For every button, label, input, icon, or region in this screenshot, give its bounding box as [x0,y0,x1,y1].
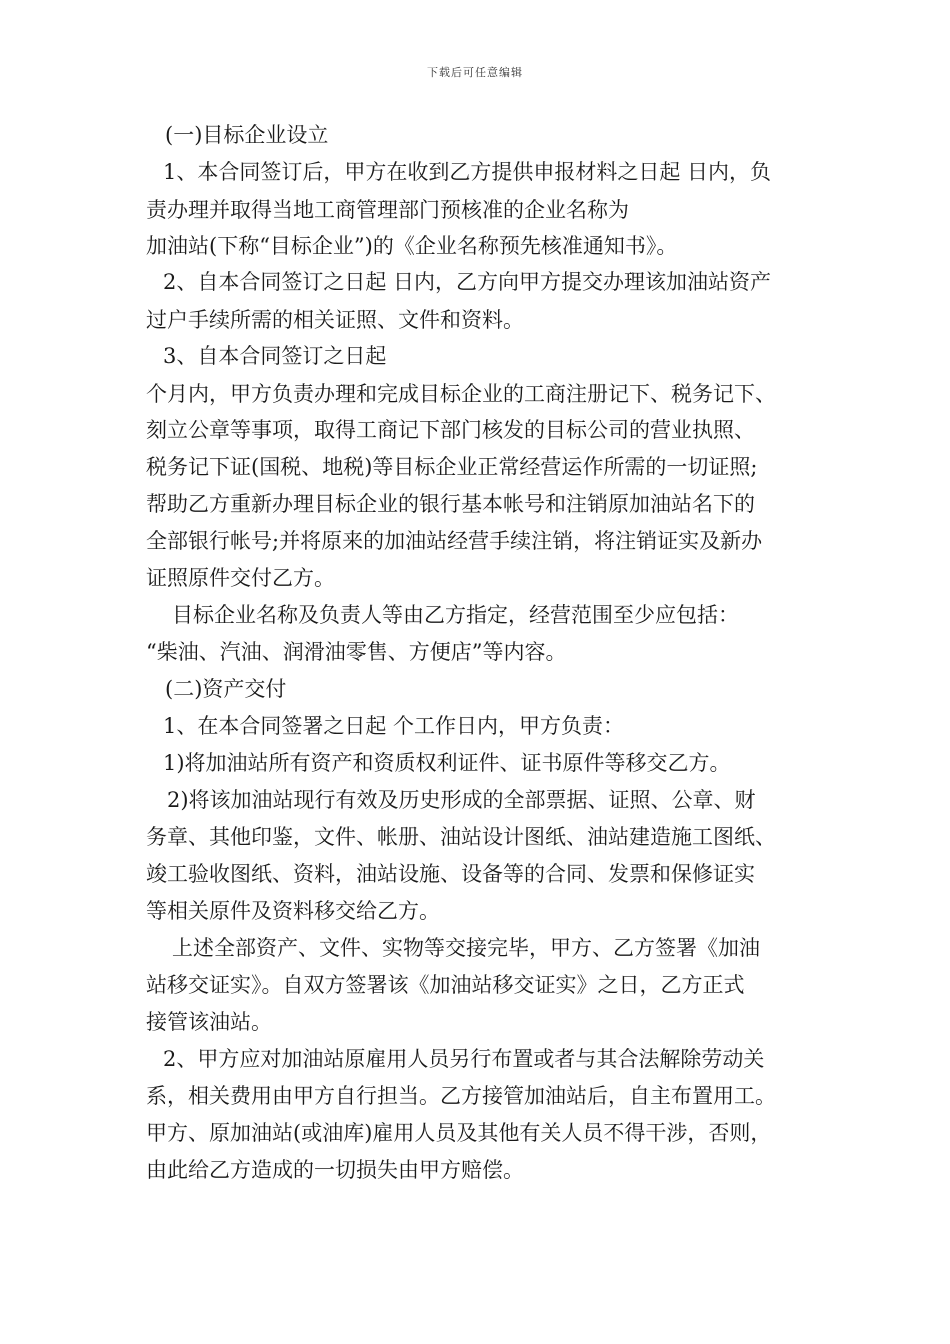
paragraph-line: 接管该油站。 [146,1010,272,1034]
paragraph-line: 个月内，甲方负责办理和完成目标企业的工商注册记下、税务记下、 [146,382,776,406]
paragraph-line: 帮助乙方重新办理目标企业的银行基本帐号和注销原加油站名下的 [146,492,755,516]
paragraph-line: 1、本合同签订后，甲方在收到乙方提供申报材料之日起 日内，负 [163,160,772,184]
paragraph-line: 站移交证实》。自双方签署该《加油站移交证实》之日，乙方正式 [146,973,745,997]
paragraph-line: 等相关原件及资料移交给乙方。 [146,899,440,923]
paragraph-line: 3、自本合同签订之日起 [163,344,387,368]
paragraph-line: 目标企业名称及负责人等由乙方指定，经营范围至少应包括： [172,603,739,627]
paragraph-line: 由此给乙方造成的一切损失由甲方赔偿。 [146,1158,524,1182]
paragraph-line: 税务记下证(国税、地税)等目标企业正常经营运作所需的一切证照; [146,455,758,479]
paragraph-line: “柴油、汽油、润滑油零售、方便店”等内容。 [146,640,567,664]
paragraph-line: 务章、其他印鉴，文件、帐册、油站设计图纸、油站建造施工图纸、 [146,825,776,849]
paragraph-line: 1)将加油站所有资产和资质权利证件、证书原件等移交乙方。 [163,751,731,775]
paragraph-line: 证照原件交付乙方。 [146,566,335,590]
paragraph-line: 刻立公章等事项，取得工商记下部门核发的目标公司的营业执照、 [146,418,755,442]
paragraph-line: 全部银行帐号;并将原来的加油站经营手续注销，将注销证实及新办 [146,529,763,553]
section-heading: (一)目标企业设立 [165,123,329,147]
paragraph-line: 加油站(下称“目标企业”)的《企业名称预先核准通知书》。 [146,234,678,258]
paragraph-line: 责办理并取得当地工商管理部门预核准的企业名称为 [146,198,629,222]
paragraph-line: 2、自本合同签订之日起 日内，乙方向甲方提交办理该加油站资产 [163,270,772,294]
page-header: 下载后可任意编辑 [427,66,523,79]
paragraph-line: 过户手续所需的相关证照、文件和资料。 [146,308,524,332]
paragraph-line: 2)将该加油站现行有效及历史形成的全部票据、证照、公章、财 [167,788,756,812]
paragraph-line: 2、甲方应对加油站原雇用人员另行布置或者与其合法解除劳动关 [163,1047,765,1071]
paragraph-line: 上述全部资产、文件、实物等交接完毕，甲方、乙方签署《加油 [172,936,760,960]
paragraph-line: 系，相关费用由甲方自行担当。乙方接管加油站后，自主布置用工。 [146,1084,776,1108]
paragraph-line: 竣工验收图纸、资料，油站设施、设备等的合同、发票和保修证实 [146,862,755,886]
paragraph-line: 甲方、原加油站(或油库)雇用人员及其他有关人员不得干涉，否则， [146,1121,772,1145]
paragraph-line: 1、在本合同签署之日起 个工作日内，甲方负责： [163,714,625,738]
section-heading: (二)资产交付 [165,677,287,701]
